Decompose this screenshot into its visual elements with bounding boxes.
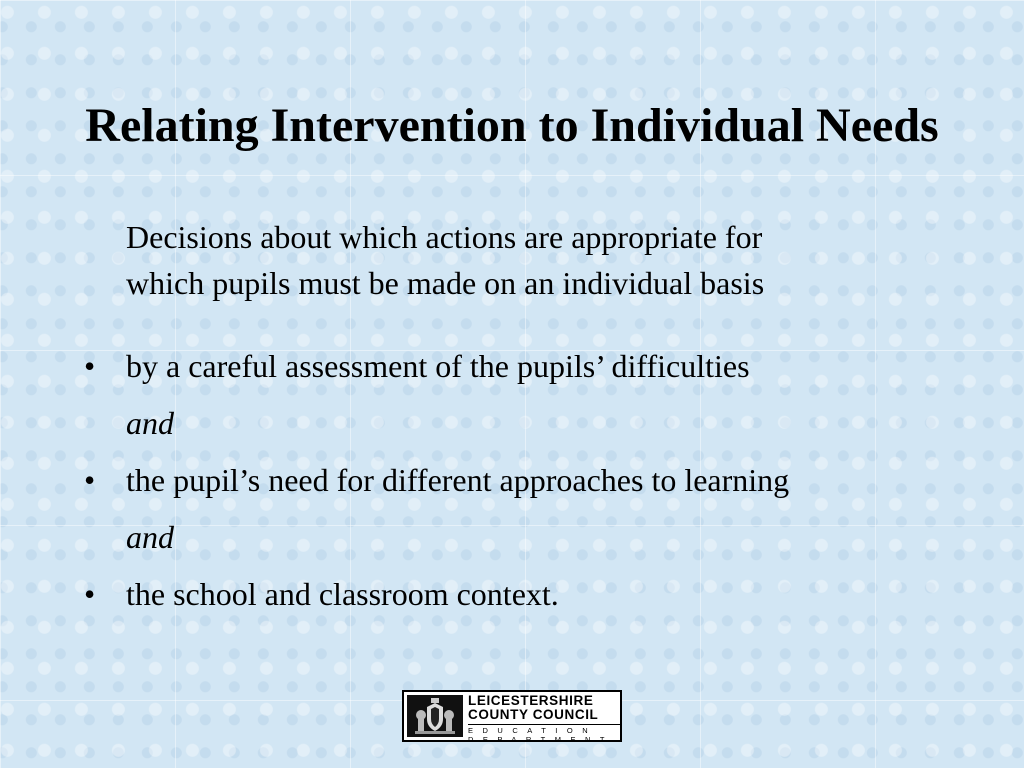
- bullet-item: [84, 454, 1004, 511]
- council-logo: [402, 690, 622, 742]
- bullet-list: [84, 340, 1004, 625]
- bullet-item: [84, 568, 1004, 625]
- logo-divider: [468, 724, 620, 725]
- slide-title: Relating Intervention to Individual Needs: [85, 99, 939, 152]
- bullet-dot: •: [84, 348, 96, 384]
- conjunction-and: and: [126, 519, 174, 555]
- logo-line-4: DEPARTMENT: [468, 735, 614, 744]
- logo-line-2: COUNTY COUNCIL: [468, 707, 599, 722]
- council-name: [468, 694, 620, 744]
- intro-line-2: which pupils must be made on an individual basis: [126, 265, 765, 301]
- bullet-text: the pupil’s need for different approaches to learning: [126, 462, 790, 498]
- logo-line-1: LEICESTERSHIRE: [468, 693, 594, 708]
- logo-line-3: EDUCATION: [468, 726, 598, 735]
- intro-line-1: Decisions about which actions are appropriate for: [126, 219, 763, 255]
- bullet-text: by a careful assessment of the pupils’ difficulties: [126, 348, 750, 384]
- bullet-text: the school and classroom context.: [126, 576, 559, 612]
- bullet-dot: •: [84, 462, 96, 498]
- coat-of-arms-icon: [407, 695, 463, 737]
- bullet-dot: •: [84, 576, 96, 612]
- conjunction-and: and: [126, 405, 174, 441]
- bullet-item: [84, 340, 1004, 397]
- intro-paragraph: [126, 214, 966, 306]
